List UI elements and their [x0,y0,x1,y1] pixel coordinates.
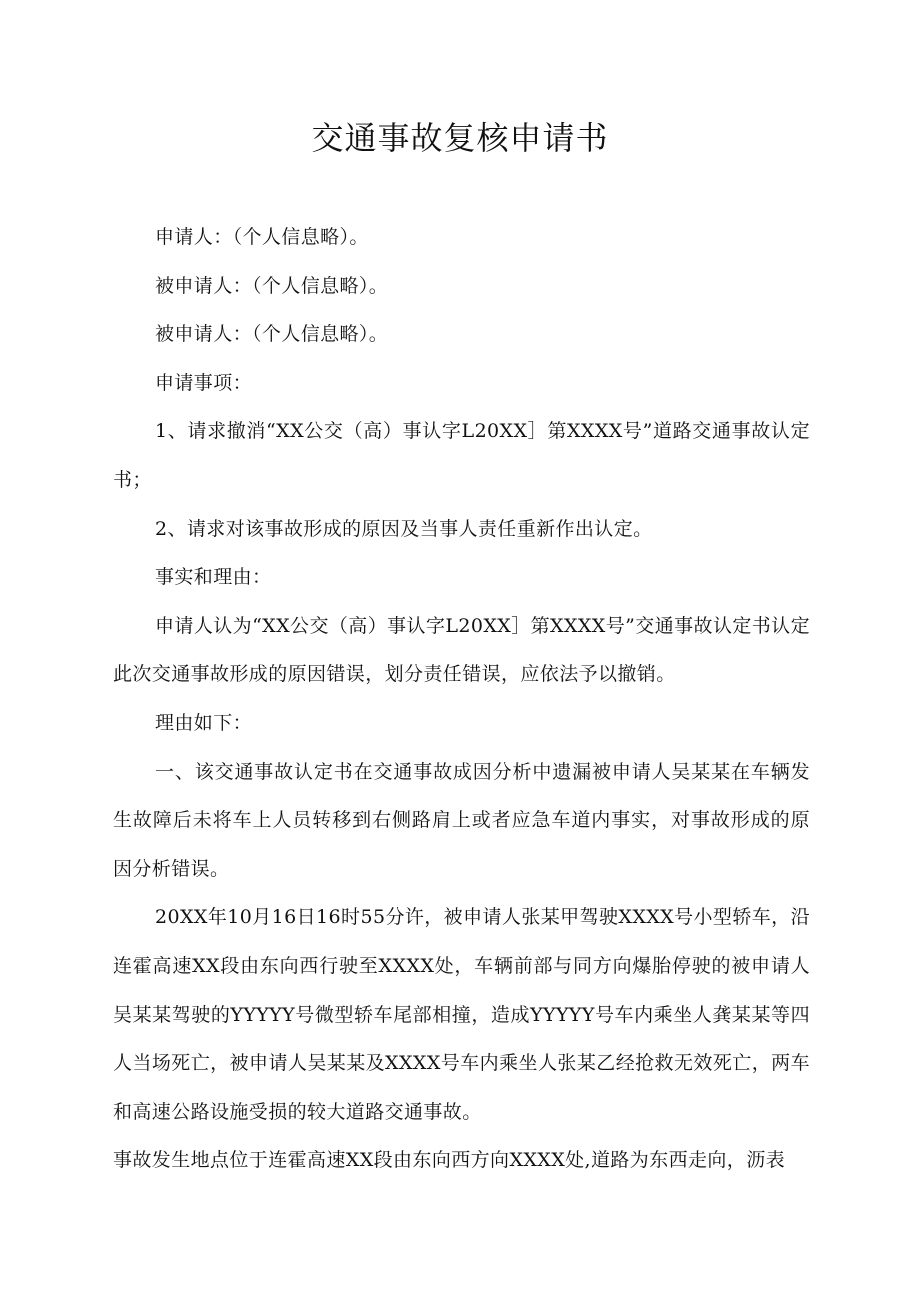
paragraph-applicant-claim: 申请人认为“XX公交（高）事认字L20XX］第XXXX号”交通事故认定书认定此次交通事故形成的原因错误，划分责任错误，应依法予以撤销。 [113,614,810,686]
paragraph-request-heading: 申请事项： [155,371,253,394]
paragraph-request-2: 2、请求对该事故形成的原因及当事人责任重新作出认定。 [155,517,653,540]
paragraph-respondent-1: 被申请人：（个人信息略）。 [155,274,389,297]
paragraph-request-1: 1、请求撤消“XX公交（高）事认字L20XX］第XXXX号”道路交通事故认定书； [113,420,810,491]
paragraph-facts-heading: 事实和理由： [155,566,272,589]
paragraph-reason-1: 一、该交通事故认定书在交通事故成因分析中遗漏被申请人吴某某在车辆发生故障后未将车上人员转移到右侧路肩上或者应急车道内事实，对事故形成的原因分析错误。 [113,760,810,880]
paragraph-respondent-2: 被申请人：（个人信息略）。 [155,323,389,346]
paragraph-accident-description: 20XX年10月16日16时55分许，被申请人张某甲驾驶XXXX号小型轿车，沿连霍高速XX段由东向西行驶至XXXX处，车辆前部与同方向爆胎停驶的被申请人吴某某驾驶的YYYYY号微型轿车尾部相撞，造成YYYYY号车内乘坐人龚某某等四人当场死亡，被申请人吴某某及XXXX号车内乘坐人张某乙经抢救无效死亡，两车和高速公路设施受损的较大道路交通事故。 [113,906,810,1123]
paragraph-accident-location: 事故发生地点位于连霍高速XX段由东向西方向XXXX处,道路为东西走向，沥表 [113,1149,785,1172]
paragraph-applicant: 申请人：（个人信息略）。 [155,226,369,248]
document-body [113,213,810,1185]
document-title: 交通事故复核申请书 [311,119,609,157]
paragraph-reasons-heading: 理由如下： [155,711,253,734]
